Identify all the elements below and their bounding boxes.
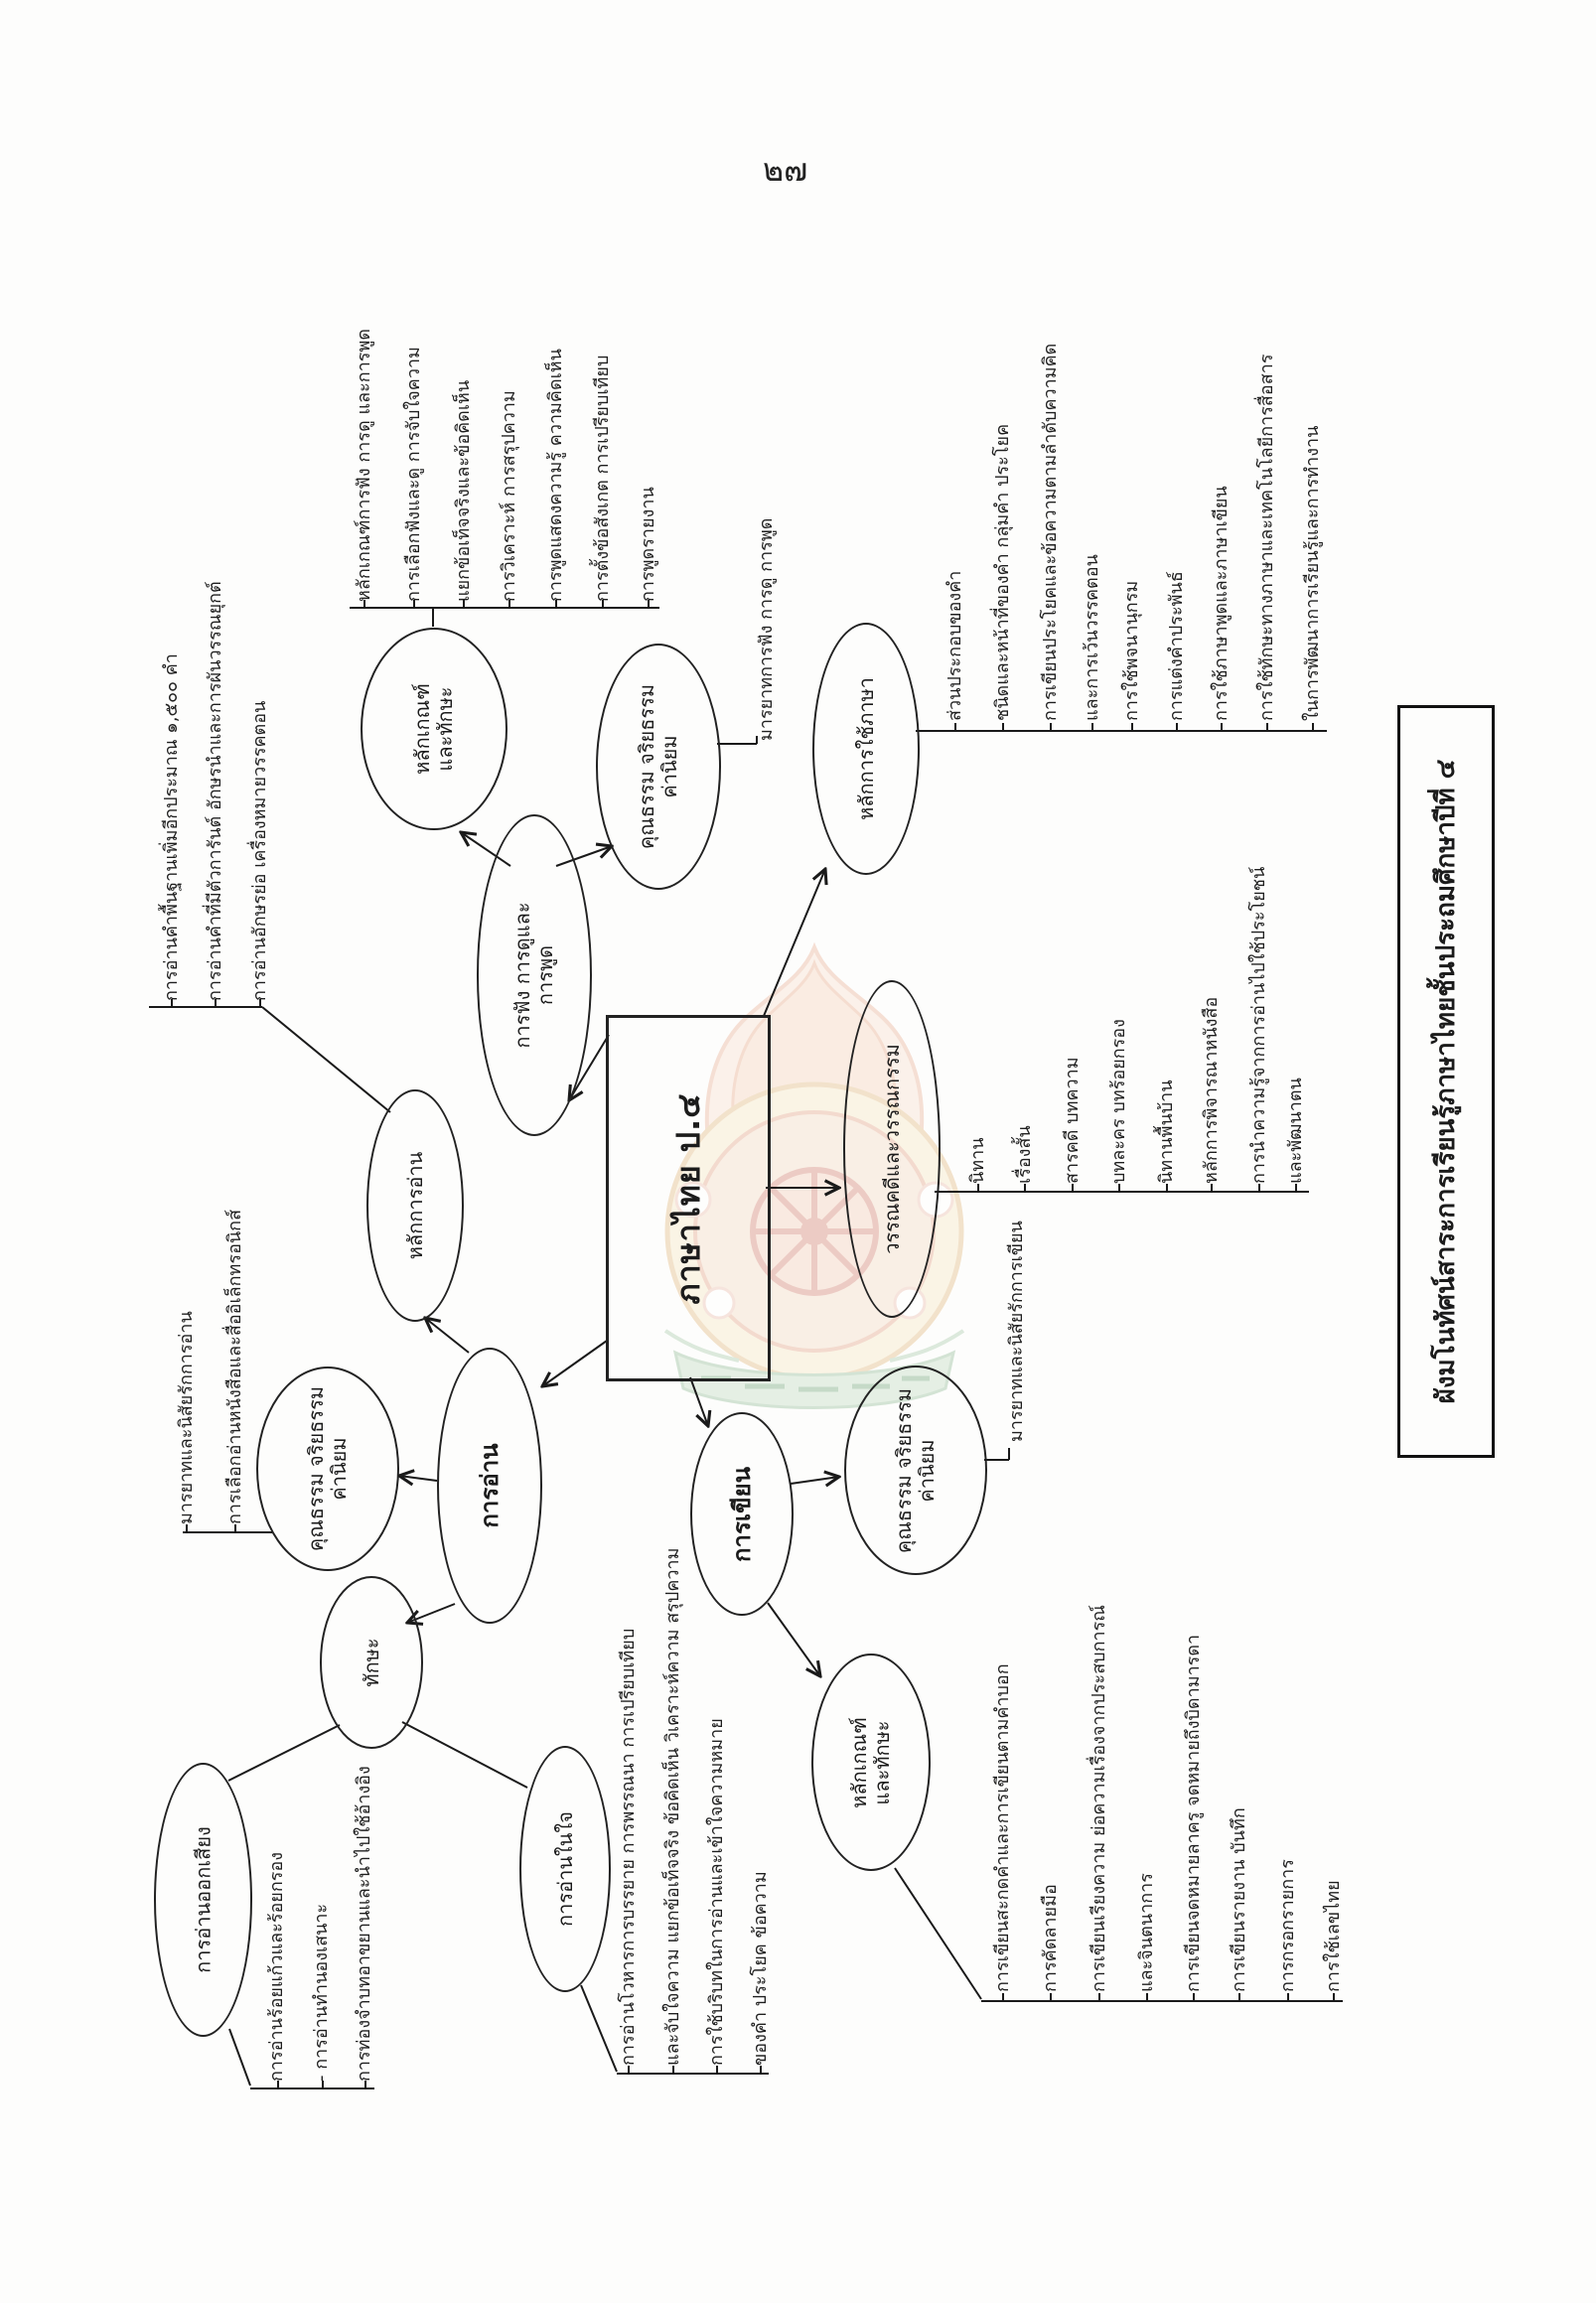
list-item: ในการพัฒนาการเรียนรู้และการทำงาน	[1302, 425, 1323, 721]
list-item: การตั้งข้อสังเกต การเปรียบเทียบ	[592, 355, 613, 602]
list-item: และการเว้นวรรคตอน	[1082, 554, 1102, 721]
list-item: เรื่องสั้น	[1014, 1125, 1035, 1184]
list-item: การเขียนประโยคและข้อความตามลำดับความคิด	[1040, 343, 1061, 721]
list-item: ของคำ ประโยค ข้อความ	[750, 1871, 771, 2066]
node-reading-morals	[256, 1367, 399, 1571]
list-item: และจินตนาการ	[1136, 1873, 1157, 1992]
list-item: การใช้พจนานุกรม	[1121, 580, 1142, 721]
node-label: วรรณคดีและวรรณกรรม	[879, 1044, 904, 1254]
list-item: สารคดี บทความ	[1062, 1057, 1083, 1184]
list-item: การพูดแสดงความรู้ ความคิดเห็น	[545, 349, 566, 602]
node-label: หลักการใช้ภาษา	[853, 677, 878, 820]
central-topic-label: ภาษาไทย ป.๔	[668, 1092, 707, 1304]
list-item: การอ่านอักษรย่อ เครื่องหมายวรรคตอน	[249, 700, 270, 1001]
node-silent-reading	[519, 1746, 611, 1992]
node-label: หลักการอ่าน	[402, 1151, 427, 1260]
list-item: การใช้ภาษาพูดและภาษาเขียน	[1211, 486, 1232, 721]
page-number: ๒๗	[763, 151, 808, 189]
list-item: การอ่านโวหารการบรรยาย การพรรณนา การเปรียบเทียบ	[618, 1628, 639, 2066]
node-reading-principles	[366, 1089, 464, 1322]
node-listening-rules	[361, 628, 508, 830]
list-item: การวิเคราะห์ การสรุปความ	[499, 390, 519, 602]
list-item: ส่วนประกอบของคำ	[944, 570, 965, 721]
node-writing-rules	[811, 1654, 931, 1871]
node-writing	[690, 1412, 794, 1616]
diagram-title-box	[1397, 705, 1495, 1458]
node-writing-morals	[844, 1366, 987, 1575]
list-item: การใช้ทักษะทางภาษาและเทคโนโลยีการสื่อสาร	[1256, 354, 1277, 721]
list-item: การพูดรายงาน	[638, 487, 658, 602]
list-item: หลักการพิจารณาหนังสือ	[1201, 996, 1222, 1184]
node-label: การพูด	[533, 944, 557, 1006]
node-reading	[437, 1348, 542, 1624]
list-item: การคัดลายมือ	[1040, 1884, 1061, 1992]
node-label: ค่านิยม	[657, 735, 681, 798]
node-label: การอ่านออกเสียง	[191, 1826, 215, 1973]
list-item: การกรอกรายการ	[1277, 1859, 1298, 1992]
node-label: คุณธรรม จริยธรรม	[635, 683, 658, 850]
node-label: หลักเกณฑ์	[410, 683, 434, 775]
list-item: การเขียนสะกดคำและการเขียนตามคำบอก	[992, 1663, 1013, 1992]
list-item: การอ่านร้อยแก้วและร้อยกรอง	[266, 1851, 287, 2082]
node-skills	[320, 1576, 423, 1749]
list-item: มารยาทและนิสัยรักการอ่าน	[176, 1311, 197, 1524]
list-item: การอ่านคำพื้นฐานเพิ่มอีกประมาณ ๑,๕๐๐ คำ	[161, 653, 182, 1001]
node-label: ค่านิยม	[915, 1438, 939, 1503]
list-item: และพัฒนาตน	[1285, 1078, 1306, 1184]
list-item: มารยาทการฟัง การดู การพูด	[756, 517, 777, 741]
diagram-title: ผังมโนทัศน์สาระการเรียนรู้ภาษาไทยชั้นประถมศึกษาปีที่ ๔	[1430, 759, 1461, 1404]
node-label: การเขียน	[727, 1466, 756, 1562]
list-item: การท่องจำบทอาขยานและนำไปใช้อ้างอิง	[354, 1766, 374, 2082]
node-label: และทักษะ	[870, 1719, 894, 1805]
node-literature	[843, 980, 941, 1318]
node-label: การฟัง การดูและ	[510, 902, 534, 1049]
list-item: การเลือกอ่านหนังสือและสื่ออิเล็กทรอนิกส์	[224, 1209, 245, 1524]
list-item: และจับใจความ แยกข้อเท็จจริง ข้อคิดเห็น วิเคราะห์ความ สรุปความ	[662, 1547, 683, 2066]
list-item: การใช้เลขไทย	[1323, 1880, 1344, 1992]
node-listening-morals	[596, 644, 721, 890]
list-item: แยกข้อเท็จจริงและข้อคิดเห็น	[453, 379, 474, 602]
list-item: บทละคร บทร้อยกรอง	[1108, 1019, 1129, 1184]
node-label: การอ่าน	[475, 1443, 504, 1528]
list-item: มารยาทและนิสัยรักการเขียน	[1006, 1221, 1027, 1442]
node-label: หลักเกณฑ์	[847, 1716, 871, 1808]
node-label: คุณธรรม จริยธรรม	[304, 1385, 328, 1552]
node-label: คุณธรรม จริยธรรม	[892, 1387, 916, 1553]
list-item: การนำความรู้จากการอ่านไปใช้ประโยชน์	[1248, 866, 1269, 1184]
node-label: ทักษะ	[359, 1638, 383, 1687]
node-reading-aloud	[154, 1763, 252, 2037]
list-item: การเขียนเรียงความ ย่อความเรื่องจากประสบการณ์	[1088, 1605, 1109, 1992]
node-label: การอ่านในใจ	[552, 1811, 577, 1927]
node-label: ค่านิยม	[327, 1437, 351, 1501]
list-item: นิทาน	[967, 1137, 988, 1184]
node-listening	[477, 814, 592, 1136]
list-item: หลักเกณฑ์การฟัง การดู และการพูด	[354, 328, 374, 602]
list-item: การแต่งคำประพันธ์	[1166, 571, 1187, 721]
list-item: การเขียนรายงาน บันทึก	[1229, 1807, 1249, 1992]
list-item: ชนิดและหน้าที่ของคำ กลุ่มคำ ประโยค	[992, 423, 1013, 721]
node-language-use	[812, 623, 920, 875]
node-label: และทักษะ	[433, 686, 457, 772]
list-item: การเลือกฟังและดู การจับใจความ	[403, 347, 424, 602]
list-item: การอ่านคำที่มีตัวการันต์ อักษรนำและการผันวรรณยุกต์	[205, 581, 225, 1001]
central-topic-box	[606, 1015, 771, 1381]
list-item: การเขียนจดหมายลาครู จดหมายถึงบิดามารดา	[1183, 1634, 1204, 1992]
list-item: นิทานพื้นบ้าน	[1156, 1080, 1177, 1184]
list-item: การใช้บริบทในการอ่านและเข้าใจความหมาย	[706, 1718, 727, 2066]
list-item: - การอ่านทำนองเสนาะ	[311, 1903, 332, 2082]
